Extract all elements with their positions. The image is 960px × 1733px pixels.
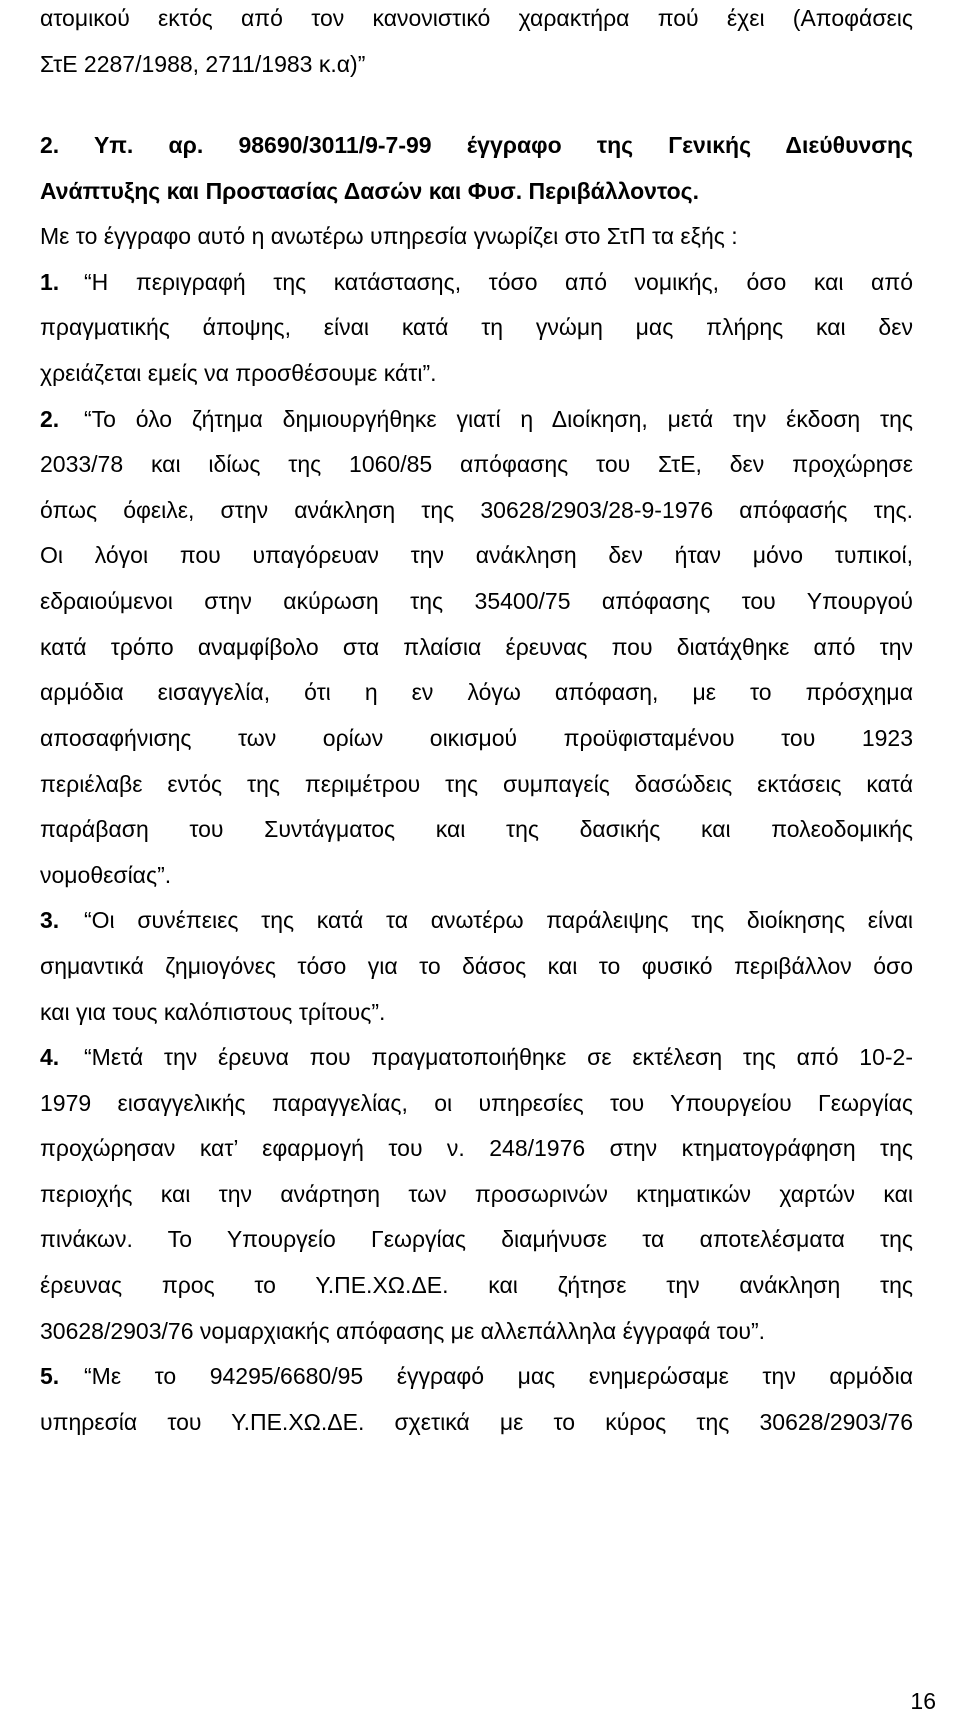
text-line: ατομικού εκτός από τον κανονιστικό χαρακτήρα πού έχει (Αποφάσεις bbox=[40, 5, 913, 31]
text-line: χρειάζεται εμείς να προσθέσουμε κάτι”. bbox=[40, 360, 437, 386]
item-text: “Μετά την έρευνα που πραγματοποιήθηκε σε εκτέλεση της από 10-2- bbox=[84, 1044, 913, 1070]
item-number: 2. bbox=[40, 406, 60, 432]
text-line: αποσαφήνισης των ορίων οικισμού προϋφισταμένου του 1923 bbox=[40, 725, 913, 751]
text-line: υπηρεσία του Υ.ΠΕ.ΧΩ.ΔΕ. σχετικά με το κύρος της 30628/2903/76 bbox=[40, 1409, 913, 1435]
item-text: “Το όλο ζήτημα δημιουργήθηκε γιατί η Διοίκηση, μετά την έκδοση της bbox=[84, 406, 913, 432]
item-number: 1. bbox=[40, 269, 60, 295]
text-line: όπως όφειλε, στην ανάκληση της 30628/2903/28-9-1976 απόφασής της. bbox=[40, 497, 913, 523]
text-line: σημαντικά ζημιογόνες τόσο για το δάσος και το φυσικό περιβάλλον όσο bbox=[40, 953, 913, 979]
page-number: 16 bbox=[910, 1688, 936, 1714]
section-heading: Ανάπτυξης και Προστασίας Δασών και Φυσ. Περιβάλλοντος. bbox=[40, 178, 699, 204]
text-line: ΣτΕ 2287/1988, 2711/1983 κ.α)” bbox=[40, 51, 366, 77]
text-line: αρμόδια εισαγγελία, ότι η εν λόγω απόφαση, με το πρόσχημα bbox=[40, 679, 913, 705]
text-line: κατά τρόπο αναμφίβολο στα πλαίσια έρευνας που διατάχθηκε από την bbox=[40, 634, 913, 660]
text-line: παράβαση του Συντάγματος και της δασικής και πολεοδομικής bbox=[40, 816, 913, 842]
text-line: Με το έγγραφο αυτό η ανωτέρω υπηρεσία γνωρίζει στο ΣτΠ τα εξής : bbox=[40, 223, 738, 249]
item-text: “Η περιγραφή της κατάστασης, τόσο από νομικής, όσο και από bbox=[84, 269, 913, 295]
item-text: “Με το 94295/6680/95 έγγραφό μας ενημερώσαμε την αρμόδια bbox=[84, 1363, 913, 1389]
text-line: και για τους καλόπιστους τρίτους”. bbox=[40, 999, 386, 1025]
text-line: νομοθεσίας”. bbox=[40, 862, 172, 888]
text-line: πραγματικής άποψης, είναι κατά τη γνώμη μας πλήρης και δεν bbox=[40, 314, 913, 340]
text-line: εδραιούμενοι στην ακύρωση της 35400/75 απόφασης του Υπουργού bbox=[40, 588, 913, 614]
text-line: 30628/2903/76 νομαρχιακής απόφασης με αλλεπάλληλα έγγραφά του”. bbox=[40, 1318, 766, 1344]
section-heading: 2. Υπ. αρ. 98690/3011/9-7-99 έγγραφο της Γενικής Διεύθυνσης bbox=[40, 132, 913, 158]
item-text: “Οι συνέπειες της κατά τα ανωτέρω παράλειψης της διοίκησης είναι bbox=[84, 907, 913, 933]
text-line: 2033/78 και ιδίως της 1060/85 απόφασης του ΣτΕ, δεν προχώρησε bbox=[40, 451, 913, 477]
text-line: έρευνας προς το Υ.ΠΕ.ΧΩ.ΔΕ. και ζήτησε την ανάκληση της bbox=[40, 1272, 913, 1298]
item-number: 5. bbox=[40, 1363, 60, 1389]
text-line: προχώρησαν κατ’ εφαρμογή του ν. 248/1976 στην κτηματογράφηση της bbox=[40, 1135, 913, 1161]
text-line: περιέλαβε εντός της περιμέτρου της συμπαγείς δασώδεις εκτάσεις κατά bbox=[40, 771, 913, 797]
text-line: περιοχής και την ανάρτηση των προσωρινών κτηματικών χαρτών και bbox=[40, 1181, 913, 1207]
item-number: 3. bbox=[40, 907, 60, 933]
text-line: Οι λόγοι που υπαγόρευαν την ανάκληση δεν ήταν μόνο τυπικοί, bbox=[40, 542, 913, 568]
text-line: πινάκων. Το Υπουργείο Γεωργίας διαμήνυσε τα αποτελέσματα της bbox=[40, 1226, 913, 1252]
text-line: 1979 εισαγγελικής παραγγελίας, οι υπηρεσίες του Υπουργείου Γεωργίας bbox=[40, 1090, 913, 1116]
item-number: 4. bbox=[40, 1044, 60, 1070]
